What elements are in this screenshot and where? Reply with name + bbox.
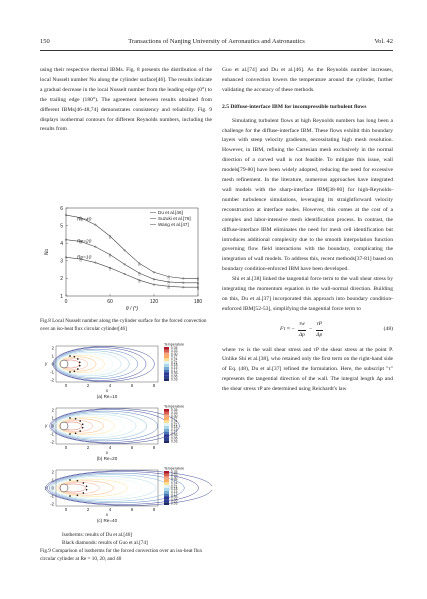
legend-entry: Suzuki et al.[78]: [158, 216, 191, 221]
colorbar-cell: [164, 435, 169, 438]
colorbar-tick-label: 0.24: [171, 481, 178, 486]
y-tick-label: 0: [51, 361, 54, 367]
colorbar-tick-label: 0.18: [171, 487, 178, 492]
x-axis-label: θ / (°): [125, 306, 139, 312]
colorbar-cell: [164, 367, 169, 370]
diamond-marker: [73, 370, 75, 372]
colorbar-tick-label: 0.33: [171, 349, 178, 354]
left-column: [40, 66, 212, 135]
diamond-marker: [82, 427, 84, 429]
right-column: [222, 66, 393, 395]
y-tick-label: -1: [50, 369, 54, 375]
isotherm-contour: [51, 475, 170, 502]
colorbar-tick-label: 0.27: [171, 416, 178, 421]
colorbar-tick-label: 0.21: [171, 360, 178, 365]
x-tick-label: 0: [64, 507, 68, 512]
colorbar-tick-label: 0.21: [171, 422, 178, 427]
x-axis-label: x: [105, 450, 109, 455]
colorbar-tick-label: 0.27: [171, 354, 178, 359]
diamond-marker: [82, 423, 84, 425]
panel-subcaption: (c) Re=40: [96, 518, 118, 523]
y-tick-label: -1: [50, 493, 54, 499]
colorbar-cell: [164, 502, 169, 505]
right-paragraph-2: Simulating turbulent flows at high Reynolds numbers has long been a challenge for the diffuse-interface IBM. These flows exhibit thin boundary layers with steep velocity gradients, necessitating high mesh resolution. However, in IBM, refining the Cartesian mesh exclusively in the normal direction of a curved wall is not feasible. To mitigate this issue, wall models[79-80] have been widely adopted, reducing the need for excessive mesh refinement. In the literature, numerous approaches have integrated wall models with the sharp-interface IBM[38-80] for high-Reynolds-number turbulence simulations, leveraging its straightforward velocity reconstruction at interface nodes. However, this comes at the cost of a complex and labor-intensive mesh identification process. In contrast, the diffuse-interface IBM eliminates the need for mesh cell identification but introduces additional complexity due to the smooth interpolation function governing flow field interactions with the boundary, complicating the integration of wall models. To address this, recent methods[37-81] based on boundary condition-enforced IBM have been developed.: [222, 117, 393, 273]
colorbar-tick-label: 0.35: [171, 346, 178, 351]
colorbar-tick-label: 0.35: [171, 408, 178, 413]
colorbar-cell: [164, 471, 169, 474]
y-tick-label: 0: [51, 423, 54, 429]
colorbar-tick-label: 0.03: [171, 377, 178, 382]
colorbar-tick-label: 0.06: [171, 498, 178, 503]
x-tick-label: 0: [64, 445, 68, 450]
colorbar-tick-label: 0.24: [171, 357, 178, 362]
y-tick-label: -1: [50, 431, 54, 437]
fig9-panel: [44, 405, 184, 462]
equation-number: (48): [383, 326, 393, 333]
y-tick-label: 5: [60, 223, 63, 230]
y-tick-label: 1: [51, 353, 54, 359]
x-tick-label: 2: [86, 507, 90, 512]
y-tick-label: 1: [51, 477, 54, 483]
y-tick-label: 2: [51, 345, 54, 351]
y-tick-label: 1: [60, 293, 63, 300]
page-header: [40, 38, 393, 50]
y-axis-label: y: [45, 423, 48, 428]
x-tick-label: 2: [86, 445, 90, 450]
x-axis-label: x: [105, 512, 109, 517]
colorbar-cell: [164, 375, 169, 378]
x-tick-label: 6: [130, 507, 134, 512]
colorbar-cell: [164, 418, 169, 421]
x-tick-label: 8: [152, 383, 156, 388]
colorbar-title: Temperature: [164, 466, 185, 471]
colorbar-cell: [164, 482, 169, 485]
colorbar-cell: [164, 429, 169, 432]
colorbar-tick-label: 0.09: [171, 495, 178, 500]
diamond-marker: [73, 356, 75, 358]
x-tick-label: 0: [64, 383, 68, 388]
colorbar-tick-label: 0.15: [171, 366, 178, 371]
y-tick-label: 2: [51, 407, 54, 413]
colorbar-tick-label: 0.06: [171, 374, 178, 379]
x-tick-label: 0: [64, 299, 68, 305]
fig8-chart: [40, 200, 212, 312]
colorbar-cell: [164, 426, 169, 429]
legend-entry: Wang et al.[47]: [158, 222, 189, 227]
colorbar-cell: [164, 350, 169, 353]
y-tick-label: 2: [51, 469, 54, 475]
colorbar-cell: [164, 415, 169, 418]
volume-label: Vol. 42: [374, 38, 393, 45]
right-paragraph-1: Guo et al.[74] and Du et al.[46]. As the Reynolds number increases, enhanced convection lowers the temperature around the cylinder, further validating the accuracy of these methods.: [222, 67, 393, 93]
series-annotation: Re=20: [77, 239, 92, 245]
colorbar-title: Temperature: [164, 404, 185, 409]
y-tick-label: 6: [60, 205, 63, 212]
x-tick-label: 2: [86, 383, 90, 388]
colorbar-cell: [164, 412, 169, 415]
colorbar-cell: [164, 347, 169, 350]
fig9-panels: [40, 342, 212, 530]
colorbar-tick-label: 0.30: [171, 413, 178, 418]
colorbar-tick-label: 0.33: [171, 473, 178, 478]
colorbar-cell: [164, 370, 169, 373]
isotherm-contour: [51, 407, 168, 443]
colorbar-title: Temperature: [164, 342, 185, 347]
colorbar-cell: [164, 420, 169, 423]
colorbar-cell: [164, 358, 169, 361]
colorbar-tick-label: 0.30: [171, 351, 178, 356]
colorbar-tick-label: 0.18: [171, 363, 178, 368]
y-tick-label: 4: [60, 241, 63, 247]
colorbar-tick-label: 0.15: [171, 490, 178, 495]
x-tick-label: 180: [193, 299, 203, 305]
right-paragraph-3: Shi et al.[38] linked the tangential force term to the wall shear stress by integrating the momentum equation in the wall-normal direction. Building on this, Du et al.[37] incorporated this approach into boundary condition-enforced IBM[52-53], simplifying the tangential force term to: [222, 276, 393, 312]
colorbar-cell: [164, 361, 169, 364]
colorbar-tick-label: 0.12: [171, 368, 178, 373]
x-tick-label: 4: [108, 445, 112, 450]
colorbar-cell: [164, 477, 169, 480]
colorbar-tick-label: 0.24: [171, 419, 178, 424]
fig9-note-2: Black diamonds: results of Guo et al.[74]: [62, 540, 148, 546]
journal-title: Transactions of Nanjing University of Aeronautics and Astronautics: [128, 38, 305, 45]
colorbar-cell: [164, 432, 169, 435]
x-tick-label: 120: [149, 299, 159, 305]
colorbar-cell: [164, 474, 169, 477]
colorbar-tick-label: 0.15: [171, 428, 178, 433]
colorbar-cell: [164, 485, 169, 488]
colorbar-tick-label: 0.35: [171, 470, 178, 475]
eq-lhs: Fτ ≈ −: [280, 326, 296, 333]
colorbar-cell: [164, 409, 169, 412]
colorbar-tick-label: 0.09: [171, 433, 178, 438]
series-annotation: Re=40: [77, 217, 92, 223]
y-axis-label: y: [45, 485, 48, 490]
fig9-note-1: Isotherms: results of Du et al.[46]: [62, 532, 133, 538]
colorbar-cell: [164, 494, 169, 497]
equation-48: Fτ ≈ − $\frac{\tau w}{\Delta p}$ − $\frac{\tau P}{\Delta p}$ (48): [280, 320, 393, 338]
fig9-panel: [44, 467, 212, 524]
colorbar-tick-label: 0.12: [171, 492, 178, 497]
fig9-caption: Fig.9 Comparison of isotherms for the forced convection over an iso-heat flux circular cylinder at Re = 10, 20, and 40: [40, 548, 203, 562]
cylinder-shape: [60, 422, 68, 430]
legend-entry: Du et al.[46]: [158, 210, 183, 215]
colorbar-cell: [164, 373, 169, 376]
colorbar-cell: [164, 440, 169, 443]
colorbar-tick-label: 0.03: [171, 501, 178, 506]
colorbar-cell: [164, 437, 169, 440]
colorbar-cell: [164, 423, 169, 426]
colorbar-tick-label: 0.12: [171, 430, 178, 435]
panel-frame: [56, 346, 158, 382]
colorbar-cell: [164, 497, 169, 500]
colorbar-cell: [164, 364, 169, 367]
colorbar-cell: [164, 488, 169, 491]
panel-subcaption: (a) Re=10: [96, 394, 118, 399]
fig8-caption: Fig.8 Local Nusselt number along the cylinder surface for the forced convection over an iso-heat flux circular cylinder[46]: [40, 318, 207, 332]
left-paragraph: using their respective thermal IBMs. Fig. 8 presents the distribution of the local Nusselt number Nu along the cylinder surface[46]. The results indicate a gradual decrease in the local Nusselt number from the leading edge (0°) to the trailing edge (180°). The agreement between results obtained from different IBMs[46-48,74] demonstrates consistency and reliability. Fig. 9 displays isothermal contours for different Reynolds numbers, including the results from: [40, 67, 212, 133]
cylinder-shape: [60, 484, 68, 492]
right-paragraph-4: where τw is the wall shear stress and τP the shear stress at the point P. Unlike Shi et al.[38], who retained only the first term on the right-hand side of Eq. (48), Du et al.[37] refined the formulation. Here, the subscript "τ" represents the tangential direction of the wall. The integral length Δp and the shear stress τP are determined using Reichardt's law: [222, 346, 393, 393]
colorbar-cell: [164, 499, 169, 502]
section-title: 2.5 Diffuse-interface IBM for incompressible turbulent flows: [222, 103, 367, 110]
y-tick-label: 3: [60, 258, 63, 265]
y-tick-label: 0: [51, 485, 54, 491]
y-tick-label: -2: [50, 439, 54, 445]
cylinder-shape: [60, 360, 68, 368]
x-tick-label: 8: [152, 507, 156, 512]
diamond-marker: [86, 485, 88, 487]
diamond-marker: [86, 489, 88, 491]
colorbar-cell: [164, 353, 169, 356]
x-tick-label: 6: [130, 383, 134, 388]
colorbar-cell: [164, 356, 169, 359]
page-number: 150: [40, 38, 50, 45]
x-axis-label: x: [105, 388, 109, 393]
colorbar-tick-label: 0.09: [171, 371, 178, 376]
colorbar-tick-label: 0.27: [171, 478, 178, 483]
colorbar-tick-label: 0.21: [171, 484, 178, 489]
y-axis-label: y: [45, 361, 48, 366]
colorbar-tick-label: 0.06: [171, 436, 178, 441]
y-tick-label: 1: [51, 415, 54, 421]
x-tick-label: 4: [108, 507, 112, 512]
colorbar-tick-label: 0.30: [171, 475, 178, 480]
colorbar-tick-label: 0.03: [171, 439, 178, 444]
panel-subcaption: (b) Re=20: [96, 456, 118, 461]
fig9-panel: [44, 343, 184, 400]
y-tick-label: -2: [50, 377, 54, 383]
x-tick-label: 8: [152, 445, 156, 450]
colorbar-cell: [164, 491, 169, 494]
x-tick-label: 4: [108, 383, 112, 388]
colorbar-tick-label: 0.18: [171, 425, 178, 430]
colorbar-cell: [164, 378, 169, 381]
colorbar-cell: [164, 480, 169, 483]
x-tick-label: 60: [107, 299, 113, 305]
isotherm-contour: [46, 471, 212, 506]
header-rule: [40, 50, 393, 51]
colorbar-tick-label: 0.33: [171, 411, 178, 416]
y-tick-label: -2: [50, 501, 54, 507]
y-tick-label: 2: [60, 276, 63, 283]
y-axis-label: Nu: [44, 248, 50, 256]
series-annotation: Re=10: [77, 255, 92, 261]
series-line-Re=20: [66, 240, 198, 283]
x-tick-label: 6: [130, 445, 134, 450]
